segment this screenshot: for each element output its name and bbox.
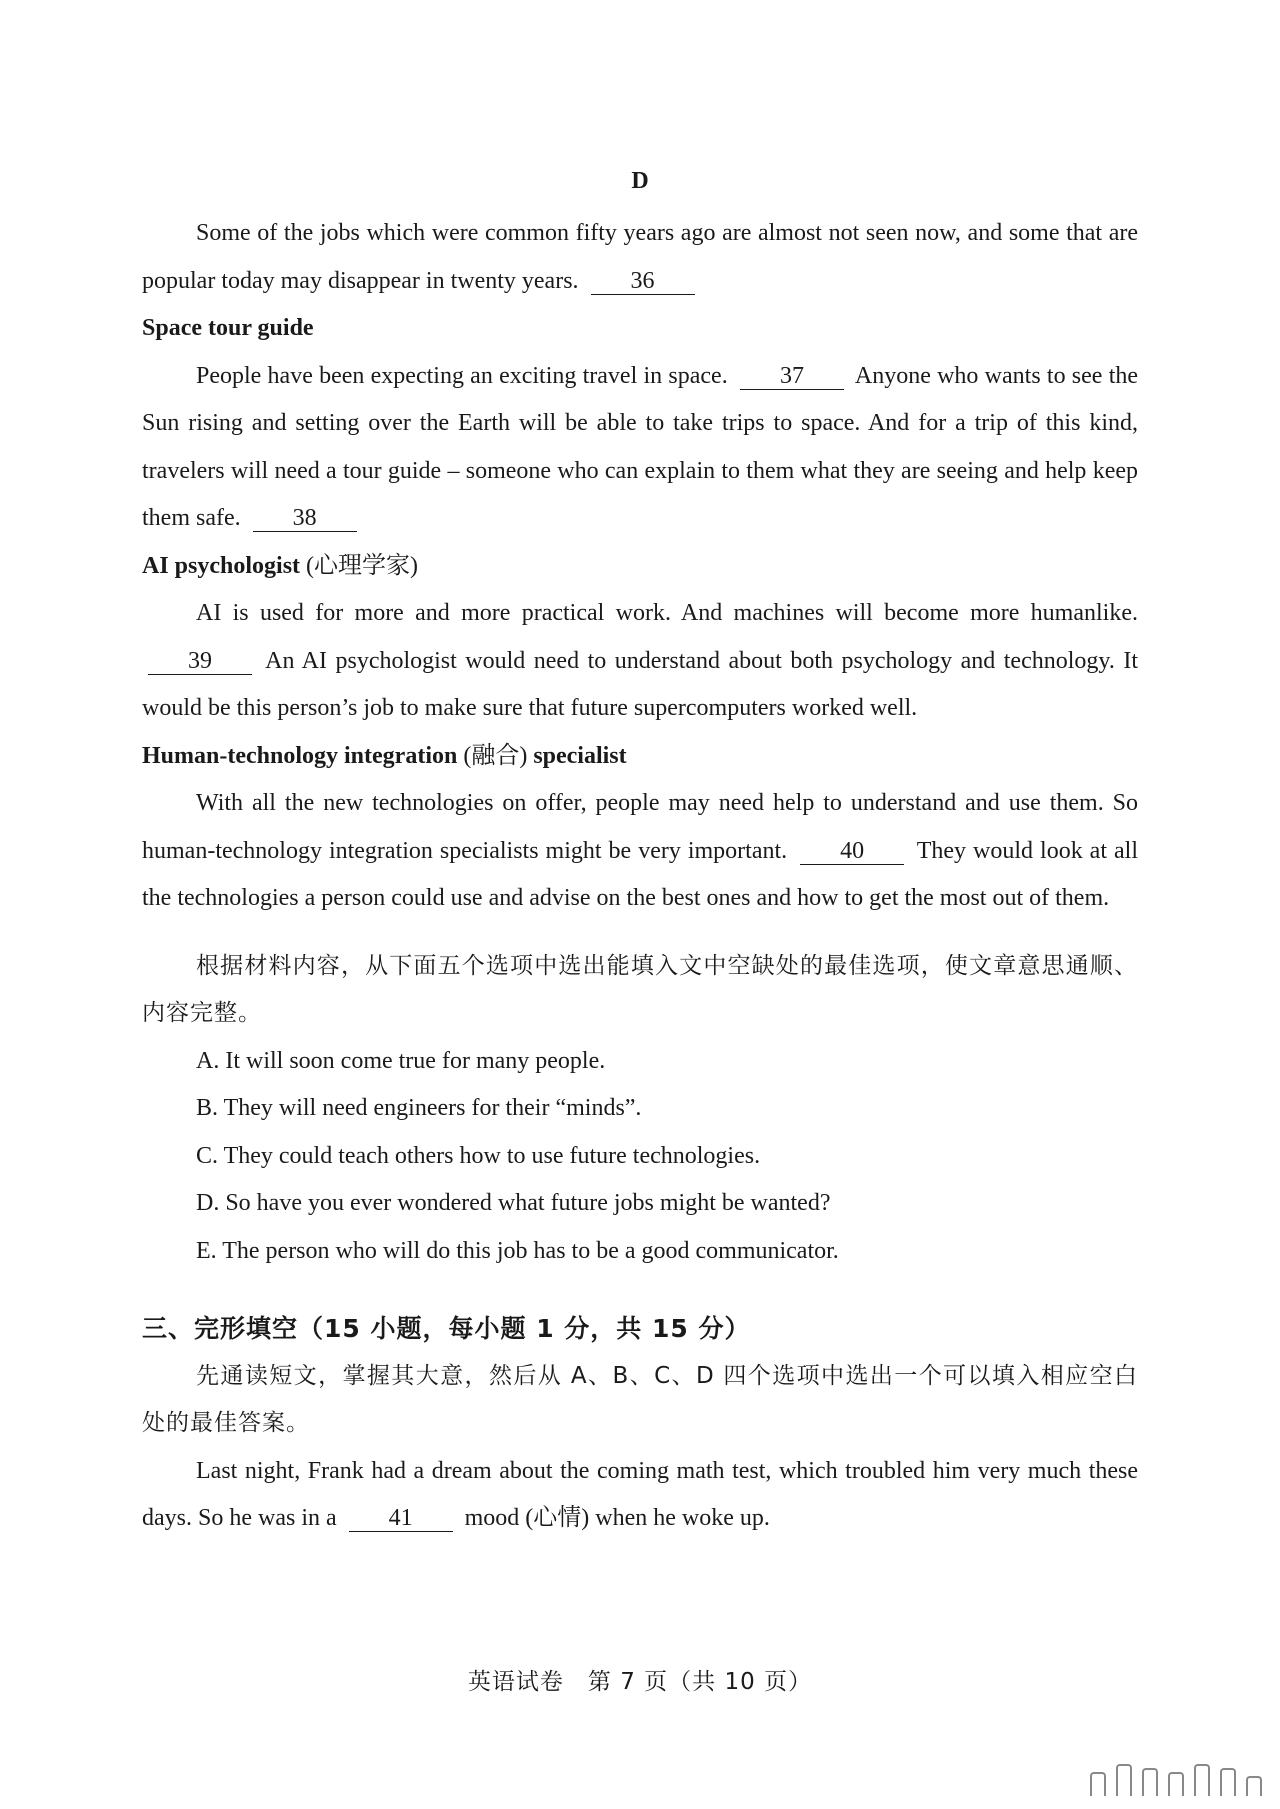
option-a: A. It will soon come true for many people. [196,1047,606,1074]
cloze-text-a: Last night, Frank had a dream about the coming math test, which troubled him very much these days. So he was in a [142,1457,1138,1531]
cloze-paragraph [142,1448,1138,1543]
ai-psych-paragraph [142,590,1138,733]
options-instruction: 根据材料内容，从下面五个选项中选出能填入文中空缺处的最佳选项，使文章意思通顺、内容完整。 [142,952,1138,1026]
space-guide-text-b: Anyone who wants to see the Sun rising and setting over the Earth will be able to take trips to space. And for a trip of this kind, travelers will need a tour guide – someone who can explain to them what they are seeing and help keep them safe. [142,362,1139,531]
part3-title: 三、完形填空（15 小题，每小题 1 分，共 15 分） [142,1314,751,1343]
ai-psych-text-b: An AI psychologist would need to understand about both psychology and technology. It would be this person’s job to make sure that future supercomputers worked well. [142,647,1138,721]
integration-text-a: With all the new technologies on offer, people may need help to understand and use them. So human-technology integration specialists might be very important. [142,790,1138,864]
scan-mark-icon [1090,1760,1270,1796]
space-guide-paragraph [142,353,1138,543]
ai-psych-heading [142,543,1138,591]
ai-psych-heading-en: AI psychologist [142,552,301,579]
blank-37: 37 [740,363,844,390]
blank-40: 40 [800,838,904,865]
space-guide-text-a: People have been expecting an exciting travel in space. [196,362,728,389]
integration-heading-a: Human-technology integration [142,742,458,769]
blank-36: 36 [591,268,695,295]
options-list [142,1038,1138,1276]
intro-paragraph [142,210,1138,305]
integration-heading-b: specialist [533,742,627,769]
ai-psych-heading-cn: (心理学家) [306,552,419,579]
cloze-text-b: mood (心情) when he woke up. [464,1505,770,1531]
section-letter: D [631,168,649,194]
option-d: D. So have you ever wondered what future jobs might be wanted? [196,1190,831,1216]
intro-text: Some of the jobs which were common fifty years ago are almost not seen now, and some that are popular today may disappear in twenty years. [142,220,1138,294]
option-b: B. They will need engineers for their “minds”. [196,1095,642,1121]
part3-instruction: 先通读短文，掌握其大意，然后从 A、B、C、D 四个选项中选出一个可以填入相应空白处的最佳答案。 [142,1362,1138,1436]
blank-39: 39 [148,648,252,675]
integration-text-b: They would look at all the technologies a person could use and advise on the best ones and how to get the most out of them. [142,837,1138,911]
blank-38: 38 [253,505,357,532]
blank-41: 41 [349,1505,453,1532]
option-c: C. They could teach others how to use future technologies. [196,1142,761,1169]
integration-heading-cn: (融合) [463,742,528,769]
ai-psych-text-a: AI is used for more and more practical work. And machines will become more humanlike. [196,600,1138,626]
passage-content [142,210,1138,1543]
page-footer: 英语试卷 第 7 页（共 10 页） [467,1669,813,1695]
integration-paragraph [142,780,1138,923]
option-e: E. The person who will do this job has to be a good communicator. [196,1237,839,1264]
integration-heading [142,733,1138,781]
space-guide-heading: Space tour guide [142,315,314,341]
